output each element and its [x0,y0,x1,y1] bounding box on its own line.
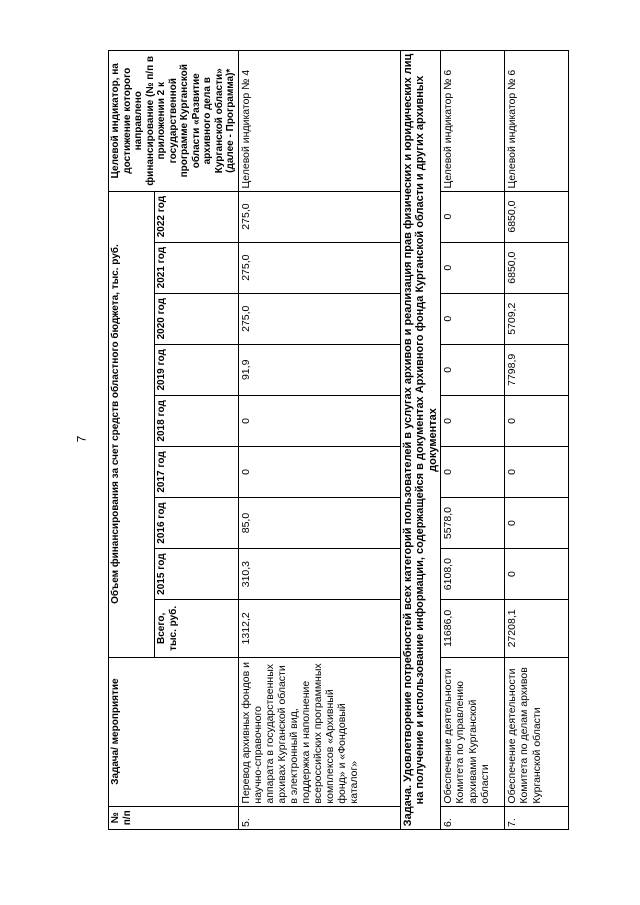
row-indicator: Целевой индикатор № 6 [441,51,505,192]
header-year: 2019 год [155,344,238,395]
header-year: 2020 год [155,293,238,344]
row-indicator: Целевой индикатор № 4 [238,51,400,192]
rotated-table-container [108,50,618,830]
table-row [441,51,505,830]
header-num: № п/п [109,806,239,829]
row-indicator: Целевой индикатор № 6 [505,51,569,192]
table-row [238,51,400,830]
row-num: 7. [505,806,569,829]
row-value: 0 [441,395,505,446]
row-value: 0 [441,446,505,497]
row-value: 275,0 [238,242,400,293]
row-value: 275,0 [238,293,400,344]
row-value: 310,3 [238,549,400,600]
table-row [505,51,569,830]
row-value: 0 [238,395,400,446]
section-row [400,51,441,830]
header-year: 2022 год [155,191,238,242]
row-value: 0 [505,395,569,446]
row-value: 7798,9 [505,344,569,395]
row-value: 0 [505,498,569,549]
header-year: 2021 год [155,242,238,293]
row-task: Перевод архивных фондов и научно-справочного аппарата в государственных архивах Курганской области в электронный вид, поддержка и наполнение всероссийских программных комплексов «Архивный фонд» и «Фондовый каталог» [238,657,400,806]
row-total: 11686,0 [441,600,505,657]
row-value: 6850,0 [505,191,569,242]
header-year: 2016 год [155,498,238,549]
row-task: Обеспечение деятельности Комитета по управлению архивами Курганской области [441,657,505,806]
row-value: 91,9 [238,344,400,395]
header-funding: Объем финансирования за счет средств областного бюджета, тыс. руб. [109,191,155,657]
row-value: 0 [441,344,505,395]
row-value: 275,0 [238,191,400,242]
header-indicator: Целевой индикатор, на достижение которого направлено финансирование (№ п/п в приложении 2 к государственной программе Курганской области «Развитие архивного дела в Курганской области» (далее - Программа)* [109,51,239,192]
header-row-1 [109,51,155,830]
row-value: 0 [238,446,400,497]
row-value: 6850,0 [505,242,569,293]
header-year: 2017 год [155,446,238,497]
row-num: 6. [441,806,505,829]
row-total: 1312,2 [238,600,400,657]
row-value: 0 [441,191,505,242]
row-value: 85,0 [238,498,400,549]
funding-table [108,50,569,830]
row-value: 5709,2 [505,293,569,344]
row-total: 27208,1 [505,600,569,657]
row-value: 0 [505,549,569,600]
header-year: 2018 год [155,395,238,446]
row-task: Обеспечение деятельности Комитета по делам архивов Курганской области [505,657,569,806]
row-value: 0 [441,242,505,293]
page-number: 7 [74,435,89,443]
row-value: 5578,0 [441,498,505,549]
header-total: Всего, тыс. руб. [155,600,238,657]
row-value: 0 [505,446,569,497]
row-value: 0 [441,293,505,344]
header-year: 2015 год [155,549,238,600]
row-value: 6108,0 [441,549,505,600]
section-task-heading: Задача. Удовлетворение потребностей всех категорий пользователей в услугах архивов и реализация прав физических и юридических лиц на получение и использование информации, содержащейся в документах Архивного фонда Курганской области и других архивных документах [400,51,441,830]
row-num: 5. [238,806,400,829]
header-task: Задача/ мероприятие [109,657,239,806]
